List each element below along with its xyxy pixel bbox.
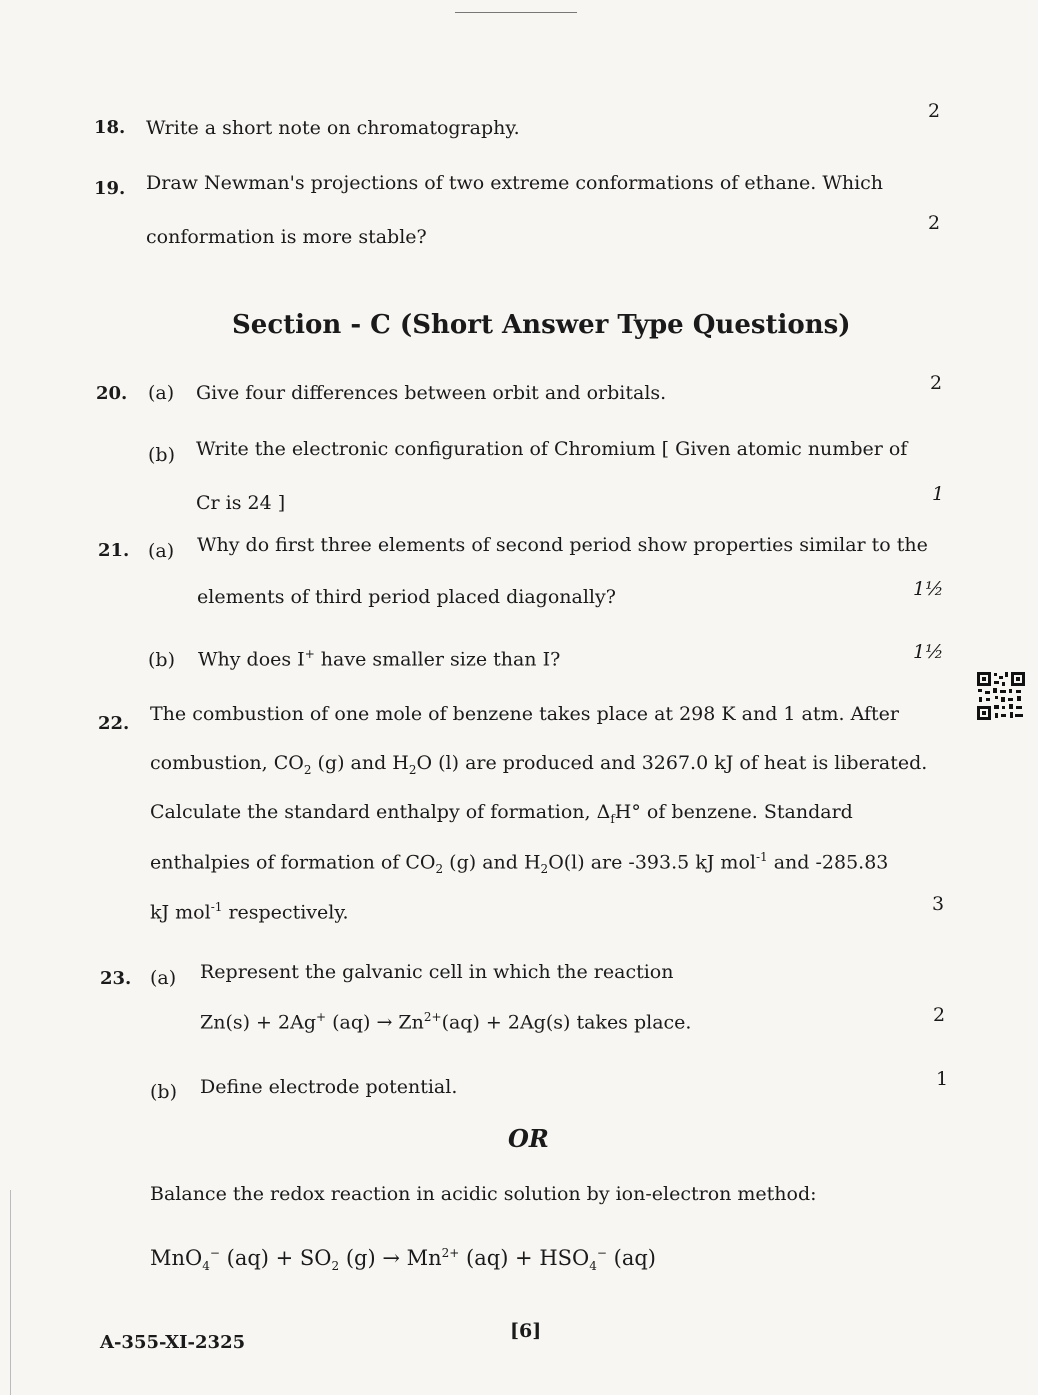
q23-alt-line1: Balance the redox reaction in acidic solution by ion-electron method: bbox=[150, 1183, 817, 1205]
q23b-marks: 1 bbox=[936, 1068, 949, 1090]
q19-line1: Draw Newman's projections of two extreme conformations of ethane. Which bbox=[146, 172, 884, 194]
q22-number: 22. bbox=[98, 713, 130, 734]
left-margin-rule bbox=[10, 1190, 11, 1395]
q22-line2-post: O (l) are produced and 3267.0 kJ of heat is liberated. bbox=[416, 752, 928, 774]
q20b-line2: Cr is 24 ] bbox=[196, 492, 286, 514]
alt-eq-p2: (aq) + SO bbox=[219, 1246, 332, 1270]
q22-line5-sup: -1 bbox=[210, 900, 223, 914]
alt-eq-sup3: − bbox=[596, 1246, 607, 1260]
q21b-sup: + bbox=[304, 647, 315, 661]
q22-line3-sub: f bbox=[610, 811, 615, 826]
q22-line3 bbox=[150, 801, 853, 826]
q22-line3-post: H° of benzene. Standard bbox=[614, 801, 853, 823]
q20b-marks: 1 bbox=[932, 483, 945, 505]
q21a-line1: Why do first three elements of second period show properties similar to the bbox=[197, 534, 928, 556]
q20-number: 20. bbox=[96, 383, 128, 404]
qr-code-icon bbox=[975, 670, 1027, 722]
q23a-eq-p2: (aq) → Zn bbox=[326, 1011, 424, 1034]
q22-line4-mid2: O(l) are -393.5 kJ mol bbox=[548, 851, 756, 874]
q22-line5 bbox=[150, 900, 349, 923]
q22-line5-pre: kJ mol bbox=[150, 901, 211, 924]
q22-line4-sub1: 2 bbox=[435, 862, 444, 877]
alt-eq-sub3: 4 bbox=[589, 1259, 597, 1274]
q23-alt-equation bbox=[150, 1246, 656, 1273]
q22-line3-pre: Calculate the standard enthalpy of formation, Δ bbox=[150, 801, 611, 823]
q23a-equation bbox=[200, 1010, 691, 1033]
q22-marks: 3 bbox=[932, 893, 945, 915]
alt-eq-p3: (g) → Mn bbox=[339, 1246, 442, 1270]
q23-number: 23. bbox=[100, 968, 132, 989]
q18-text: Write a short note on chromatography. bbox=[146, 117, 520, 139]
q22-line4 bbox=[150, 850, 888, 876]
q21b-label: (b) bbox=[148, 649, 175, 671]
q20a-label: (a) bbox=[148, 382, 175, 404]
alt-eq-p1: MnO bbox=[150, 1246, 203, 1270]
q18-number: 18. bbox=[94, 117, 126, 138]
q23b-text: Define electrode potential. bbox=[200, 1076, 458, 1098]
q23a-label: (a) bbox=[150, 967, 177, 989]
q22-line2-sub1: 2 bbox=[303, 762, 312, 777]
page-number: [6] bbox=[510, 1320, 542, 1342]
or-divider: OR bbox=[508, 1124, 549, 1153]
q21a-marks: 1½ bbox=[913, 578, 944, 600]
q23a-eq-p3: (aq) + 2Ag(s) takes place. bbox=[441, 1011, 692, 1034]
q22-line4-post: and -285.83 bbox=[767, 851, 889, 874]
q20b-line1: Write the electronic configuration of Chromium [ Given atomic number of bbox=[196, 438, 908, 460]
q22-line1: The combustion of one mole of benzene takes place at 298 K and 1 atm. After bbox=[150, 703, 899, 725]
q22-line4-pre: enthalpies of formation of CO bbox=[150, 851, 436, 874]
q21b-text-post: have smaller size than I? bbox=[314, 648, 561, 671]
q23a-eq-p1: Zn(s) + 2Ag bbox=[200, 1011, 316, 1034]
q21b-text bbox=[198, 647, 560, 670]
alt-eq-sub1: 4 bbox=[202, 1259, 210, 1274]
q21b-marks: 1½ bbox=[913, 641, 944, 663]
q23a-line1: Represent the galvanic cell in which the reaction bbox=[200, 961, 674, 983]
q23b-label: (b) bbox=[150, 1081, 177, 1103]
q22-line2-pre: combustion, CO bbox=[150, 752, 304, 774]
paper-code: A-355-XI-2325 bbox=[100, 1332, 246, 1353]
section-c-heading: Section - C (Short Answer Type Questions) bbox=[232, 310, 851, 340]
q22-line4-sub2: 2 bbox=[540, 862, 549, 877]
q21a-line2: elements of third period placed diagonally? bbox=[197, 586, 616, 608]
top-rule bbox=[455, 12, 577, 13]
alt-eq-sup2: 2+ bbox=[441, 1246, 460, 1260]
q20a-text: Give four differences between orbit and orbitals. bbox=[196, 382, 667, 404]
q18-marks: 2 bbox=[928, 100, 941, 122]
q21a-label: (a) bbox=[148, 540, 175, 562]
q23a-eq-sup2: 2+ bbox=[423, 1010, 442, 1024]
q22-line5-post: respectively. bbox=[222, 901, 349, 924]
alt-eq-p5: (aq) bbox=[606, 1246, 656, 1270]
q19-marks: 2 bbox=[928, 212, 941, 234]
alt-eq-p4: (aq) + HSO bbox=[459, 1246, 590, 1270]
q19-number: 19. bbox=[94, 178, 126, 199]
q22-line2-mid1: (g) and H bbox=[311, 752, 409, 774]
alt-eq-sub2: 2 bbox=[331, 1259, 340, 1274]
q22-line4-sup: -1 bbox=[755, 850, 768, 864]
q21-number: 21. bbox=[98, 540, 130, 561]
q23a-eq-sup1: + bbox=[316, 1010, 327, 1024]
q22-line4-mid: (g) and H bbox=[443, 851, 541, 874]
q20a-marks: 2 bbox=[930, 372, 943, 394]
q23a-marks: 2 bbox=[933, 1004, 946, 1026]
q22-line2-sub2: 2 bbox=[408, 762, 417, 777]
q21b-text-pre: Why does I bbox=[198, 648, 305, 671]
q20b-label: (b) bbox=[148, 444, 175, 466]
q22-line2 bbox=[150, 752, 927, 777]
q19-line2: conformation is more stable? bbox=[146, 226, 427, 248]
alt-eq-sup1: − bbox=[209, 1246, 220, 1260]
